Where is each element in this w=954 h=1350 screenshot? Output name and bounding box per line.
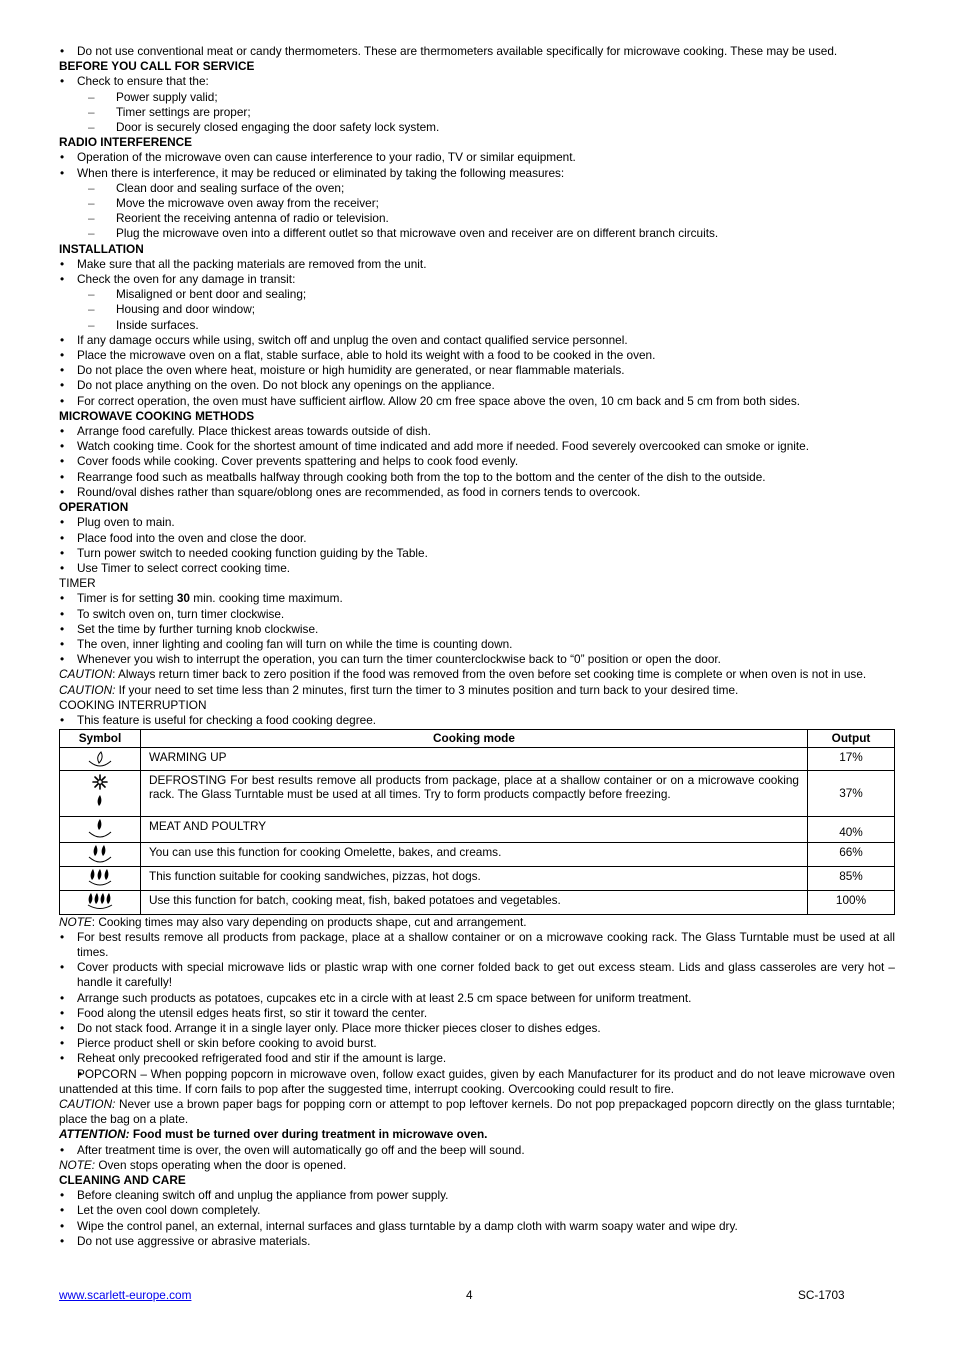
table-header-row <box>60 730 895 747</box>
list-item: • Do not stack food. Arrange it in a single layer only. Place more thicker pieces closer to dishes edges. <box>59 1021 895 1036</box>
list-item: • To switch oven on, turn timer clockwise. <box>59 607 895 622</box>
list-item: • Watch cooking time. Cook for the shortest amount of time indicated and add more if needed. Food severely overcooked can smoke or ignite. <box>59 439 895 454</box>
list-item: • Set the time by further turning knob clockwise. <box>59 622 895 637</box>
mode-cell: This function suitable for cooking sandwiches, pizzas, hot dogs. <box>141 866 808 890</box>
list-item: • Place food into the oven and close the door. <box>59 531 895 546</box>
output-cell: 40% <box>808 816 895 842</box>
list-item: • Pierce product shell or skin before cooking to avoid burst. <box>59 1036 895 1051</box>
manual-page <box>59 44 895 1249</box>
table-row <box>60 890 895 914</box>
table-row <box>60 770 895 816</box>
mode-cell: DEFROSTING For best results remove all products from package, place at a shallow container or on a microwave cooking rack. The Glass Turntable must be used at all times. Try to form products compactly before freezing. <box>141 770 808 816</box>
website-link[interactable]: www.scarlett-europe.com <box>59 1288 192 1302</box>
caution-note <box>59 1097 895 1127</box>
list-item: • For best results remove all products from package, place at a shallow container or on a microwave cooking rack. The Glass Turntable must be used at all times. <box>59 930 895 960</box>
dash-item: – Timer settings are proper; <box>59 105 895 120</box>
note-label: NOTE <box>59 914 92 929</box>
section-title-operation: OPERATION <box>59 500 129 515</box>
output-cell: 66% <box>808 842 895 866</box>
list-item: • Let the oven cool down completely. <box>59 1203 895 1218</box>
output-cell: 37% <box>808 770 895 816</box>
list-item: • Do not place anything on the oven. Do not block any openings on the appliance. <box>59 378 895 393</box>
list-item: • Arrange food carefully. Place thickest areas towards outside of dish. <box>59 424 895 439</box>
section-title-service: BEFORE YOU CALL FOR SERVICE <box>59 59 255 74</box>
note <box>59 1158 895 1173</box>
list-item: • Check the oven for any damage in transit: <box>59 272 895 287</box>
section-title-radio: RADIO INTERFERENCE <box>59 135 193 150</box>
caution-label: CAUTION: <box>59 682 116 697</box>
list-item: • Before cleaning switch off and unplug the appliance from power supply. <box>59 1188 895 1203</box>
four-flames-icon <box>85 891 115 913</box>
text: Never use a brown paper bags for popping corn or attempt to pop leftover kernels. Do not pop prepackaged popcorn directly on the glass turntable; place the bag on a plate. <box>59 1096 895 1127</box>
list-item: • Arrange such products as potatoes, cupcakes etc in a circle with at least 2.5 cm space between for uniform treatment. <box>59 991 895 1006</box>
symbol-cell <box>60 842 141 866</box>
model-number: SC-1703 <box>798 1288 845 1302</box>
list-item: • Do not use aggressive or abrasive materials. <box>59 1234 895 1249</box>
list-item: • Reheat only precooked refrigerated food and stir if the amount is large. <box>59 1051 895 1066</box>
defrost-icon <box>85 772 115 814</box>
dash-item: – Power supply valid; <box>59 90 895 105</box>
mode-cell: You can use this function for cooking Omelette, bakes, and creams. <box>141 842 808 866</box>
output-cell: 100% <box>808 890 895 914</box>
text: Oven stops operating when the door is opened. <box>95 1157 347 1172</box>
warming-icon <box>85 749 115 769</box>
page-number: 4 <box>466 1288 473 1302</box>
list-item: • For correct operation, the oven must have sufficient airflow. Allow 20 cm free space above the oven, 10 cm back and 5 cm from both sides. <box>59 394 895 409</box>
caution-label: CAUTION: <box>59 1096 116 1111</box>
list-item: • The oven, inner lighting and cooling fan will turn on while the time is counting down. <box>59 637 895 652</box>
text: Timer is for setting <box>77 591 177 606</box>
popcorn-item: • POPCORN – When popping popcorn in microwave oven, follow exact guides, given by each Manufacturer for its product and do not leave microwave oven unattended at this time. If corn fails to pop after the suggested time, interrupt cooking. Overcooking could result to fire. <box>59 1067 895 1097</box>
text: If your need to set time less than 2 minutes, first turn the timer to 3 minutes position and turn back to your desired time. <box>115 682 739 697</box>
dash-item: – Door is securely closed engaging the door safety lock system. <box>59 120 895 135</box>
caution-note <box>59 683 895 698</box>
symbol-cell <box>60 890 141 914</box>
section-title-interruption: COOKING INTERRUPTION <box>59 697 207 712</box>
table-row <box>60 866 895 890</box>
column-header-mode: Cooking mode <box>141 730 808 747</box>
caution-label: CAUTION <box>59 667 113 682</box>
list-item: • Cover foods while cooking. Cover prevents spattering and helps to cook food evenly. <box>59 454 895 469</box>
symbol-cell <box>60 866 141 890</box>
mode-cell: WARMING UP <box>141 747 808 770</box>
output-cell: 17% <box>808 747 895 770</box>
dash-item: – Clean door and sealing surface of the oven; <box>59 181 895 196</box>
list-item: • Operation of the microwave oven can cause interference to your radio, TV or similar equipment. <box>59 150 895 165</box>
symbol-cell <box>60 747 141 770</box>
dash-item: – Housing and door window; <box>59 302 895 317</box>
list-item <box>59 591 895 606</box>
list-item: • Use Timer to select correct cooking time. <box>59 561 895 576</box>
note <box>59 915 895 930</box>
symbol-cell <box>60 816 141 842</box>
three-flames-icon <box>85 867 115 889</box>
section-title-methods: MICROWAVE COOKING METHODS <box>59 408 255 423</box>
mode-cell: Use this function for batch, cooking meat, fish, baked potatoes and vegetables. <box>141 890 808 914</box>
list-item: • Do not place the oven where heat, moisture or high humidity are generated, or near flammable materials. <box>59 363 895 378</box>
one-flame-icon <box>85 817 115 841</box>
dash-item: – Plug the microwave oven into a different outlet so that microwave oven and receiver are on different branch circuits. <box>59 226 895 241</box>
text: Food must be turned over during treatment in microwave oven. <box>129 1127 488 1142</box>
symbol-cell <box>60 770 141 816</box>
list-item: • Do not use conventional meat or candy thermometers. These are thermometers available specifically for microwave cooking. These may be used. <box>59 44 895 59</box>
text: : Always return timer back to zero position if the food was removed from the oven before set cooking time is complete or when oven is not in use. <box>112 667 867 682</box>
list-item: • Place the microwave oven on a flat, stable surface, able to hold its weight with a food to be cooked in the oven. <box>59 348 895 363</box>
list-item: • Cover products with special microwave lids or plastic wrap with one corner folded back to get out excess steam. Lids and glass casseroles are very hot – handle it carefully! <box>59 960 895 990</box>
cooking-modes-table <box>59 729 895 914</box>
text: min. cooking time maximum. <box>189 591 343 606</box>
column-header-output: Output <box>808 730 895 747</box>
list-item: • Check to ensure that the: <box>59 74 895 89</box>
column-header-symbol: Symbol <box>60 730 141 747</box>
list-item: • Whenever you wish to interrupt the operation, you can turn the timer counterclockwise back to “0” position or open the door. <box>59 652 895 667</box>
section-title-timer: TIMER <box>59 576 96 591</box>
list-item: • Food along the utensil edges heats first, so stir it toward the center. <box>59 1006 895 1021</box>
output-cell: 85% <box>808 866 895 890</box>
note-label: NOTE: <box>59 1157 96 1172</box>
dash-item: – Reorient the receiving antenna of radio or television. <box>59 211 895 226</box>
list-item: • Rearrange food such as meatballs halfway through cooking both from the top to the bottom and the center of the dish to the outside. <box>59 470 895 485</box>
attention-note <box>59 1127 895 1142</box>
section-title-cleaning: CLEANING AND CARE <box>59 1173 186 1187</box>
list-item: • If any damage occurs while using, switch off and unplug the oven and contact qualified service personnel. <box>59 333 895 348</box>
section-title-installation: INSTALLATION <box>59 241 144 256</box>
table-row <box>60 747 895 770</box>
attention-label: ATTENTION: <box>59 1127 130 1142</box>
dash-item: – Inside surfaces. <box>59 318 895 333</box>
mode-cell: MEAT AND POULTRY <box>141 816 808 842</box>
timer-max-minutes: 30 <box>176 591 190 606</box>
list-item: • This feature is useful for checking a food cooking degree. <box>59 713 895 728</box>
list-item: • Make sure that all the packing materials are removed from the unit. <box>59 257 895 272</box>
table-row <box>60 816 895 842</box>
dash-item: – Misaligned or bent door and sealing; <box>59 287 895 302</box>
two-flames-icon <box>85 843 115 865</box>
list-item: • After treatment time is over, the oven will automatically go off and the beep will sound. <box>59 1143 895 1158</box>
list-item: • When there is interference, it may be reduced or eliminated by taking the following measures: <box>59 166 895 181</box>
list-item: • Wipe the control panel, an external, internal surfaces and glass turntable by a damp cloth with warm soapy water and wipe dry. <box>59 1219 895 1234</box>
table-row <box>60 842 895 866</box>
dash-item: – Move the microwave oven away from the receiver; <box>59 196 895 211</box>
page-footer <box>59 1288 895 1304</box>
list-item: • Turn power switch to needed cooking function guiding by the Table. <box>59 546 895 561</box>
text: : Cooking times may also vary depending on products shape, cut and arrangement. <box>91 914 527 929</box>
list-item: • Round/oval dishes rather than square/oblong ones are recommended, as food in corners tends to overcook. <box>59 485 895 500</box>
list-item: • Plug oven to main. <box>59 515 895 530</box>
caution-note <box>59 667 895 682</box>
